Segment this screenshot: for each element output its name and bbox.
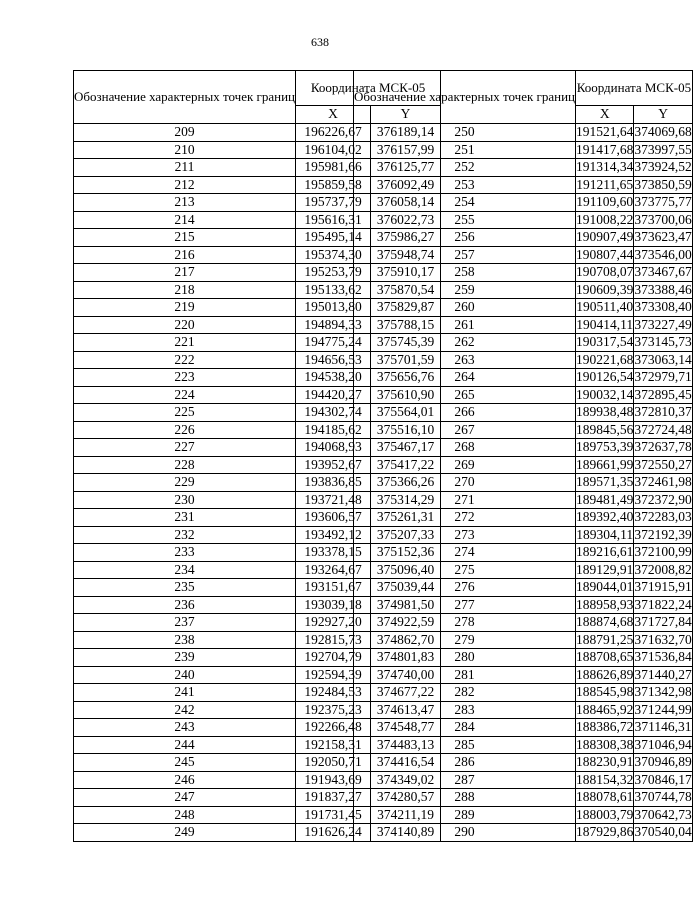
y-coordinate-cell: 372637,78 — [634, 439, 692, 455]
header-coordinate: Координата МСК-05 — [576, 71, 693, 106]
y-coordinate-cell: 375039,44 — [371, 579, 441, 597]
point-id-cell: 238 — [74, 631, 296, 649]
y-coordinate-cell: 372283,03 — [634, 509, 692, 525]
header-x: X — [296, 105, 371, 123]
point-id-cell: 290 — [354, 824, 576, 842]
x-coordinate-cell: 189571,35 — [576, 474, 634, 490]
x-coordinate-cell: 188003,79 — [576, 806, 634, 822]
table-row — [354, 439, 693, 457]
table-row — [354, 316, 693, 334]
x-coordinate-cell: 188386,72 — [576, 719, 634, 735]
x-coordinate-cell: 194775,24 — [296, 334, 371, 352]
point-id-cell: 221 — [74, 334, 296, 352]
table-row — [354, 614, 693, 632]
y-coordinate-cell: 371342,98 — [634, 684, 692, 700]
point-id-cell: 226 — [74, 421, 296, 439]
table-row — [354, 544, 693, 562]
x-coordinate-cell: 193952,67 — [296, 456, 371, 474]
x-coordinate-cell: 195616,31 — [296, 211, 371, 229]
point-id-cell: 286 — [354, 754, 576, 772]
y-coordinate-cell: 376189,14 — [371, 124, 441, 142]
point-id-cell: 224 — [74, 386, 296, 404]
point-id-cell: 272 — [354, 509, 576, 527]
point-id-cell: 289 — [354, 806, 576, 824]
point-id-cell: 244 — [74, 736, 296, 754]
point-id-cell: 242 — [74, 701, 296, 719]
x-coordinate-cell: 191008,22 — [576, 211, 634, 227]
x-coordinate-cell: 193264,67 — [296, 561, 371, 579]
header-coordinate: Координата МСК-05 — [296, 71, 441, 106]
point-id-cell: 264 — [354, 369, 576, 387]
x-coordinate-cell: 190807,44 — [576, 246, 634, 262]
header-point-label: Обозначение характерных точек границ — [354, 71, 576, 124]
table-row — [354, 509, 693, 527]
point-id-cell: 233 — [74, 544, 296, 562]
point-id-cell: 261 — [354, 316, 576, 334]
y-coordinate-cell: 375417,22 — [371, 456, 441, 474]
x-coordinate-cell: 194420,27 — [296, 386, 371, 404]
table-row — [354, 334, 693, 352]
y-coordinate-cell: 376022,73 — [371, 211, 441, 229]
y-coordinate-cell: 373997,55 — [634, 141, 692, 157]
point-id-cell: 250 — [354, 124, 576, 142]
y-coordinate-cell: 374483,13 — [371, 736, 441, 754]
x-coordinate-cell: 190609,39 — [576, 281, 634, 297]
coordinates-table-right — [353, 70, 693, 842]
x-coordinate-cell: 189938,48 — [576, 404, 634, 420]
y-coordinate-cell: 373388,46 — [634, 281, 692, 297]
point-id-cell: 269 — [354, 456, 576, 474]
point-id-cell: 279 — [354, 631, 576, 649]
x-coordinate-cell: 188874,68 — [576, 614, 634, 630]
y-coordinate-cell: 376125,77 — [371, 159, 441, 177]
x-coordinate-cell: 192266,48 — [296, 719, 371, 737]
point-id-cell: 223 — [74, 369, 296, 387]
point-id-cell: 220 — [74, 316, 296, 334]
y-coordinate-cell: 375610,90 — [371, 386, 441, 404]
point-id-cell: 237 — [74, 614, 296, 632]
x-coordinate-cell: 192927,20 — [296, 614, 371, 632]
point-id-cell: 234 — [74, 561, 296, 579]
point-id-cell: 254 — [354, 194, 576, 212]
table-row — [354, 666, 693, 684]
x-coordinate-cell: 196226,67 — [296, 124, 371, 142]
x-coordinate-cell: 189845,56 — [576, 421, 634, 437]
x-coordinate-cell: 192594,39 — [296, 666, 371, 684]
point-id-cell: 273 — [354, 526, 576, 544]
y-coordinate-cell: 371727,84 — [634, 614, 692, 630]
y-coordinate-cell: 373623,47 — [634, 229, 692, 245]
y-coordinate-cell: 372810,37 — [634, 404, 692, 420]
table-row — [354, 124, 693, 142]
x-coordinate-cell: 189753,39 — [576, 439, 634, 455]
x-coordinate-cell: 189661,99 — [576, 456, 634, 472]
table-row — [354, 771, 693, 789]
x-coordinate-cell: 190907,49 — [576, 229, 634, 245]
point-id-cell: 263 — [354, 351, 576, 369]
x-coordinate-cell: 192815,73 — [296, 631, 371, 649]
x-coordinate-cell: 191417,68 — [576, 141, 634, 157]
point-id-cell: 210 — [74, 141, 296, 159]
x-coordinate-cell: 195981,66 — [296, 159, 371, 177]
point-id-cell: 246 — [74, 771, 296, 789]
x-coordinate-cell: 194538,20 — [296, 369, 371, 387]
point-id-cell: 240 — [74, 666, 296, 684]
y-coordinate-cell: 371146,31 — [634, 719, 692, 735]
point-id-cell: 287 — [354, 771, 576, 789]
y-coordinate-cell: 375314,29 — [371, 491, 441, 509]
y-coordinate-cell: 372979,71 — [634, 369, 692, 385]
point-id-cell: 278 — [354, 614, 576, 632]
x-coordinate-cell: 191837,27 — [296, 789, 371, 807]
point-id-cell: 243 — [74, 719, 296, 737]
x-coordinate-cell: 189044,01 — [576, 579, 634, 595]
table-row — [354, 211, 693, 229]
point-id-cell: 284 — [354, 719, 576, 737]
point-id-cell: 225 — [74, 404, 296, 422]
y-coordinate-cell: 370946,89 — [634, 754, 692, 770]
y-coordinate-cell: 373063,14 — [634, 351, 692, 367]
point-id-cell: 259 — [354, 281, 576, 299]
y-coordinate-cell: 375564,01 — [371, 404, 441, 422]
y-coordinate-cell: 375366,26 — [371, 474, 441, 492]
x-coordinate-cell: 189129,91 — [576, 561, 634, 577]
y-coordinate-cell: 375701,59 — [371, 351, 441, 369]
y-coordinate-cell: 374211,19 — [371, 806, 441, 824]
x-coordinate-cell: 194185,62 — [296, 421, 371, 439]
y-coordinate-cell: 371046,94 — [634, 736, 692, 752]
table-row — [354, 176, 693, 194]
y-coordinate-cell: 375948,74 — [371, 246, 441, 264]
x-coordinate-cell: 192050,71 — [296, 754, 371, 772]
table-row — [354, 351, 693, 369]
point-id-cell: 216 — [74, 246, 296, 264]
x-coordinate-cell: 188545,98 — [576, 684, 634, 700]
y-coordinate-cell: 374862,70 — [371, 631, 441, 649]
y-coordinate-cell: 370642,73 — [634, 806, 692, 822]
table-row — [354, 596, 693, 614]
x-coordinate-cell: 193151,67 — [296, 579, 371, 597]
y-coordinate-cell: 376157,99 — [371, 141, 441, 159]
y-coordinate-cell: 375516,10 — [371, 421, 441, 439]
point-id-cell: 219 — [74, 299, 296, 317]
y-coordinate-cell: 375829,87 — [371, 299, 441, 317]
point-id-cell: 281 — [354, 666, 576, 684]
point-id-cell: 265 — [354, 386, 576, 404]
y-coordinate-cell: 376092,49 — [371, 176, 441, 194]
y-coordinate-cell: 375870,54 — [371, 281, 441, 299]
y-coordinate-cell: 373850,59 — [634, 176, 692, 192]
point-id-cell: 285 — [354, 736, 576, 754]
point-id-cell: 230 — [74, 491, 296, 509]
x-coordinate-cell: 189304,11 — [576, 526, 634, 542]
table-row — [354, 736, 693, 754]
x-coordinate-cell: 188708,65 — [576, 649, 634, 665]
y-coordinate-cell: 371915,91 — [634, 579, 692, 595]
point-id-cell: 248 — [74, 806, 296, 824]
x-coordinate-cell: 190317,54 — [576, 334, 634, 350]
x-coordinate-cell: 191314,34 — [576, 159, 634, 175]
x-coordinate-cell: 190414,11 — [576, 316, 634, 332]
point-id-cell: 241 — [74, 684, 296, 702]
y-coordinate-cell: 372895,45 — [634, 386, 692, 402]
y-coordinate-cell: 371632,70 — [634, 631, 692, 647]
y-coordinate-cell: 374740,00 — [371, 666, 441, 684]
point-id-cell: 266 — [354, 404, 576, 422]
y-coordinate-cell: 375207,33 — [371, 526, 441, 544]
table-row — [354, 701, 693, 719]
y-coordinate-cell: 375788,15 — [371, 316, 441, 334]
x-coordinate-cell: 192484,53 — [296, 684, 371, 702]
y-coordinate-cell: 376058,14 — [371, 194, 441, 212]
y-coordinate-cell: 371822,24 — [634, 596, 692, 612]
table-row — [354, 789, 693, 807]
point-id-cell: 274 — [354, 544, 576, 562]
x-coordinate-cell: 190511,40 — [576, 299, 634, 315]
header-y: Y — [634, 105, 692, 123]
y-coordinate-cell: 372192,39 — [634, 526, 692, 542]
point-id-cell: 276 — [354, 579, 576, 597]
table-row — [354, 246, 693, 264]
x-coordinate-cell: 195737,79 — [296, 194, 371, 212]
x-coordinate-cell: 191626,24 — [296, 824, 371, 842]
y-coordinate-cell: 375467,17 — [371, 439, 441, 457]
x-coordinate-cell: 190126,54 — [576, 369, 634, 385]
y-coordinate-cell: 373546,00 — [634, 246, 692, 262]
y-coordinate-cell: 375096,40 — [371, 561, 441, 579]
table-row — [354, 631, 693, 649]
point-id-cell: 229 — [74, 474, 296, 492]
y-coordinate-cell: 370846,17 — [634, 771, 692, 787]
point-id-cell: 288 — [354, 789, 576, 807]
y-coordinate-cell: 372550,27 — [634, 456, 692, 472]
y-coordinate-cell: 372100,99 — [634, 544, 692, 560]
x-coordinate-cell: 193721,48 — [296, 491, 371, 509]
table-row — [354, 404, 693, 422]
point-id-cell: 211 — [74, 159, 296, 177]
point-id-cell: 239 — [74, 649, 296, 667]
y-coordinate-cell: 371244,99 — [634, 701, 692, 717]
y-coordinate-cell: 374922,59 — [371, 614, 441, 632]
point-id-cell: 282 — [354, 684, 576, 702]
x-coordinate-cell: 191731,45 — [296, 806, 371, 824]
table-row — [354, 526, 693, 544]
table-row — [354, 386, 693, 404]
y-coordinate-cell: 374548,77 — [371, 719, 441, 737]
y-coordinate-cell: 373145,73 — [634, 334, 692, 350]
x-coordinate-cell: 191211,65 — [576, 176, 634, 192]
x-coordinate-cell: 188626,89 — [576, 666, 634, 682]
x-coordinate-cell: 188958,93 — [576, 596, 634, 612]
y-coordinate-cell: 374801,83 — [371, 649, 441, 667]
table-row — [354, 281, 693, 299]
x-coordinate-cell: 192158,31 — [296, 736, 371, 754]
table-row — [354, 684, 693, 702]
point-id-cell: 247 — [74, 789, 296, 807]
point-id-cell: 217 — [74, 264, 296, 282]
y-coordinate-cell: 375261,31 — [371, 509, 441, 527]
y-coordinate-cell: 375910,17 — [371, 264, 441, 282]
point-id-cell: 251 — [354, 141, 576, 159]
x-coordinate-cell: 193606,57 — [296, 509, 371, 527]
header-x: X — [576, 105, 634, 123]
y-coordinate-cell: 373700,06 — [634, 211, 692, 227]
table-row — [354, 456, 693, 474]
y-coordinate-cell: 373308,40 — [634, 299, 692, 315]
y-coordinate-cell: 373924,52 — [634, 159, 692, 175]
x-coordinate-cell: 187929,86 — [576, 824, 634, 840]
x-coordinate-cell: 195013,80 — [296, 299, 371, 317]
point-id-cell: 260 — [354, 299, 576, 317]
table-row — [354, 369, 693, 387]
point-id-cell: 255 — [354, 211, 576, 229]
y-coordinate-cell: 373227,49 — [634, 316, 692, 332]
x-coordinate-cell: 193039,18 — [296, 596, 371, 614]
table-row — [354, 229, 693, 247]
x-coordinate-cell: 195374,30 — [296, 246, 371, 264]
point-id-cell: 268 — [354, 439, 576, 457]
x-coordinate-cell: 189216,61 — [576, 544, 634, 560]
point-id-cell: 262 — [354, 334, 576, 352]
y-coordinate-cell: 372461,98 — [634, 474, 692, 490]
point-id-cell: 218 — [74, 281, 296, 299]
y-coordinate-cell: 371536,84 — [634, 649, 692, 665]
y-coordinate-cell: 374349,02 — [371, 771, 441, 789]
y-coordinate-cell: 374280,57 — [371, 789, 441, 807]
y-coordinate-cell: 373775,77 — [634, 194, 692, 210]
table-row — [354, 806, 693, 824]
x-coordinate-cell: 188078,61 — [576, 789, 634, 805]
x-coordinate-cell: 194302,74 — [296, 404, 371, 422]
point-id-cell: 256 — [354, 229, 576, 247]
x-coordinate-cell: 192375,23 — [296, 701, 371, 719]
point-id-cell: 280 — [354, 649, 576, 667]
table-row — [354, 141, 693, 159]
y-coordinate-cell: 372372,90 — [634, 491, 692, 507]
table-row — [354, 299, 693, 317]
point-id-cell: 245 — [74, 754, 296, 772]
point-id-cell: 252 — [354, 159, 576, 177]
table-row — [354, 719, 693, 737]
y-coordinate-cell: 375745,39 — [371, 334, 441, 352]
point-id-cell: 270 — [354, 474, 576, 492]
table-row — [354, 649, 693, 667]
point-id-cell: 258 — [354, 264, 576, 282]
table-row — [354, 579, 693, 597]
x-coordinate-cell: 188465,92 — [576, 701, 634, 717]
x-coordinate-cell: 189392,40 — [576, 509, 634, 525]
table-row — [354, 754, 693, 772]
x-coordinate-cell: 191943,69 — [296, 771, 371, 789]
point-id-cell: 213 — [74, 194, 296, 212]
point-id-cell: 236 — [74, 596, 296, 614]
point-id-cell: 209 — [74, 124, 296, 142]
x-coordinate-cell: 188230,91 — [576, 754, 634, 770]
table-row — [354, 264, 693, 282]
x-coordinate-cell: 190032,14 — [576, 386, 634, 402]
point-id-cell: 277 — [354, 596, 576, 614]
table-row — [354, 159, 693, 177]
x-coordinate-cell: 188154,32 — [576, 771, 634, 787]
x-coordinate-cell: 188308,38 — [576, 736, 634, 752]
x-coordinate-cell: 194656,53 — [296, 351, 371, 369]
header-y: Y — [371, 105, 441, 123]
table-row — [354, 491, 693, 509]
point-id-cell: 235 — [74, 579, 296, 597]
point-id-cell: 267 — [354, 421, 576, 439]
point-id-cell: 212 — [74, 176, 296, 194]
y-coordinate-cell: 373467,67 — [634, 264, 692, 280]
y-coordinate-cell: 372724,48 — [634, 421, 692, 437]
x-coordinate-cell: 193492,12 — [296, 526, 371, 544]
x-coordinate-cell: 193378,15 — [296, 544, 371, 562]
y-coordinate-cell: 375656,76 — [371, 369, 441, 387]
point-id-cell: 249 — [74, 824, 296, 842]
point-id-cell: 257 — [354, 246, 576, 264]
y-coordinate-cell: 374069,68 — [634, 124, 692, 140]
point-id-cell: 253 — [354, 176, 576, 194]
x-coordinate-cell: 195133,62 — [296, 281, 371, 299]
x-coordinate-cell: 190221,68 — [576, 351, 634, 367]
x-coordinate-cell: 195859,58 — [296, 176, 371, 194]
x-coordinate-cell: 195495,14 — [296, 229, 371, 247]
x-coordinate-cell: 196104,02 — [296, 141, 371, 159]
point-id-cell: 271 — [354, 491, 576, 509]
x-coordinate-cell: 193836,85 — [296, 474, 371, 492]
y-coordinate-cell: 372008,82 — [634, 561, 692, 577]
point-id-cell: 227 — [74, 439, 296, 457]
y-coordinate-cell: 370744,78 — [634, 789, 692, 805]
table-row — [354, 561, 693, 579]
y-coordinate-cell: 374140,89 — [371, 824, 441, 842]
point-id-cell: 275 — [354, 561, 576, 579]
point-id-cell: 231 — [74, 509, 296, 527]
point-id-cell: 222 — [74, 351, 296, 369]
x-coordinate-cell: 194894,33 — [296, 316, 371, 334]
point-id-cell: 214 — [74, 211, 296, 229]
header-point-label: Обозначение характерных точек границ — [74, 71, 296, 124]
table-row — [354, 421, 693, 439]
x-coordinate-cell: 190708,07 — [576, 264, 634, 280]
y-coordinate-cell: 371440,27 — [634, 666, 692, 682]
page-number: 638 — [311, 35, 329, 49]
x-coordinate-cell: 192704,79 — [296, 649, 371, 667]
point-id-cell: 232 — [74, 526, 296, 544]
y-coordinate-cell: 370540,04 — [634, 824, 692, 840]
y-coordinate-cell: 375152,36 — [371, 544, 441, 562]
x-coordinate-cell: 191109,60 — [576, 194, 634, 210]
x-coordinate-cell: 188791,25 — [576, 631, 634, 647]
table-row — [354, 194, 693, 212]
x-coordinate-cell: 191521,64 — [576, 124, 634, 140]
table-row — [354, 474, 693, 492]
y-coordinate-cell: 374416,54 — [371, 754, 441, 772]
x-coordinate-cell: 195253,79 — [296, 264, 371, 282]
x-coordinate-cell: 189481,49 — [576, 491, 634, 507]
point-id-cell: 215 — [74, 229, 296, 247]
table-row — [354, 824, 693, 842]
y-coordinate-cell: 374981,50 — [371, 596, 441, 614]
y-coordinate-cell: 374677,22 — [371, 684, 441, 702]
point-id-cell: 283 — [354, 701, 576, 719]
point-id-cell: 228 — [74, 456, 296, 474]
y-coordinate-cell: 374613,47 — [371, 701, 441, 719]
y-coordinate-cell: 375986,27 — [371, 229, 441, 247]
x-coordinate-cell: 194068,93 — [296, 439, 371, 457]
